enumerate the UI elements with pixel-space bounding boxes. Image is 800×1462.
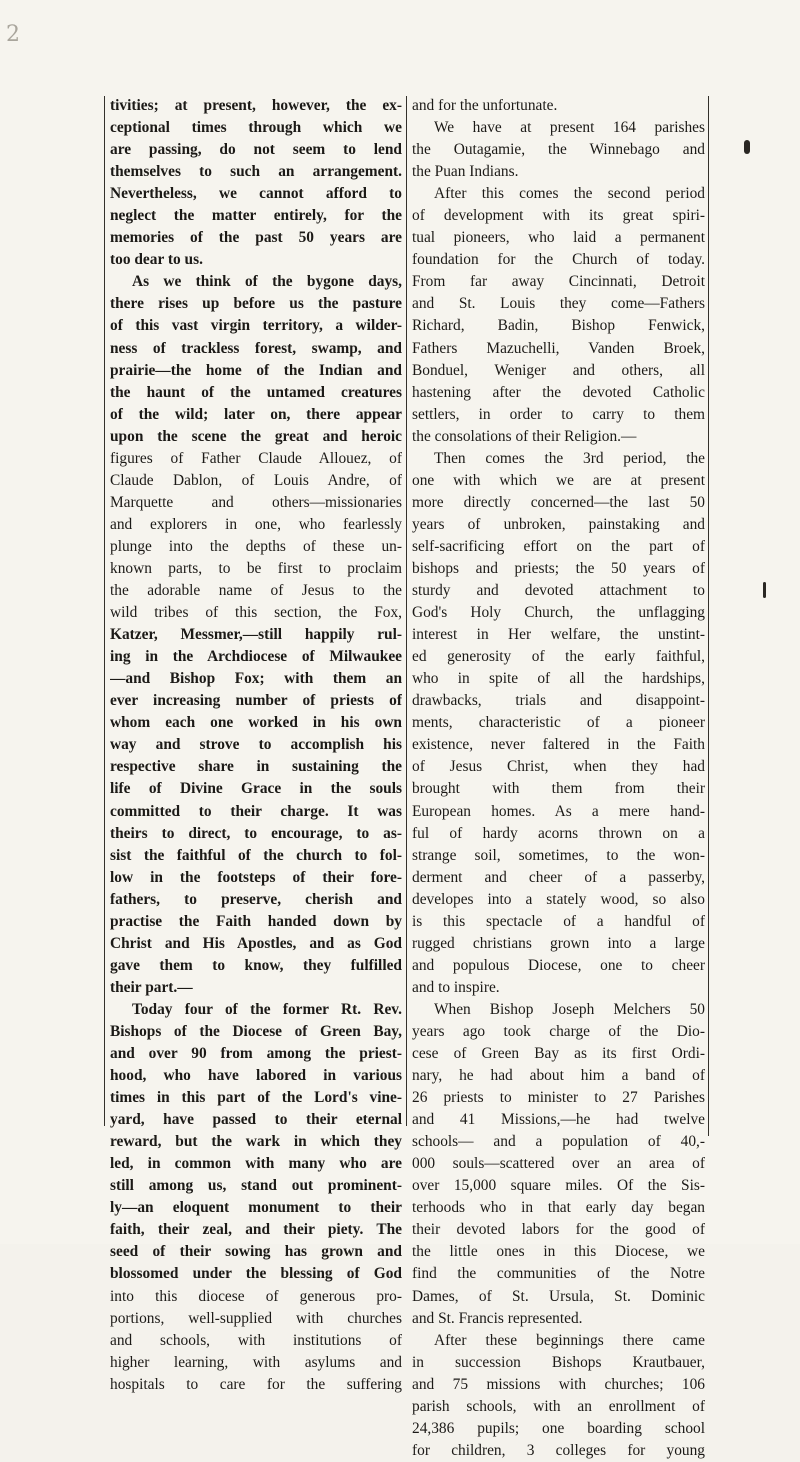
text-line: still among us, stand out prominent- bbox=[110, 1177, 402, 1195]
text-line: find the communities of the Notre bbox=[412, 1265, 705, 1283]
text-line: the little ones in this Diocese, we bbox=[412, 1243, 705, 1261]
text-line: years of unbroken, painstaking and bbox=[412, 515, 705, 533]
text-line: From far away Cincinnati, Detroit bbox=[412, 273, 705, 291]
pencil-page-mark: 2 bbox=[6, 22, 20, 47]
text-line: memories of the past 50 years are bbox=[110, 229, 402, 247]
text-line: drawbacks, trials and disappoint- bbox=[412, 692, 705, 710]
text-line: Claude Dablon, of Louis Andre, of bbox=[110, 471, 402, 489]
text-line: committed to their charge. It was bbox=[110, 802, 402, 820]
text-line: themselves to such an arrangement. bbox=[110, 163, 402, 181]
text-line: and to inspire. bbox=[412, 978, 500, 996]
column-divider bbox=[406, 96, 407, 1126]
text-line: hastening after the devoted Catholic bbox=[412, 383, 705, 401]
text-line: After these beginnings there came bbox=[434, 1331, 705, 1349]
text-line: too dear to us. bbox=[110, 251, 203, 269]
text-line: faith, their zeal, and their piety. The bbox=[110, 1221, 402, 1239]
text-line: one with which we are at present bbox=[412, 471, 705, 489]
text-line: blossomed under the blessing of God bbox=[110, 1265, 402, 1283]
text-line: We have at present 164 parishes bbox=[434, 119, 705, 137]
text-line: the haunt of the untamed creatures bbox=[110, 383, 402, 401]
text-line: ful of hardy acorns thrown on a bbox=[412, 824, 705, 842]
text-line: prairie—the home of the Indian and bbox=[110, 361, 402, 379]
left-column-rule bbox=[104, 96, 105, 1126]
text-line: over 15,000 square miles. Of the Sis- bbox=[412, 1177, 705, 1195]
text-line: bishops and priests; the 50 years of bbox=[412, 559, 705, 577]
text-line: is this spectacle of a handful of bbox=[412, 912, 705, 930]
text-line: are passing, do not seem to lend bbox=[110, 141, 402, 159]
text-line: Marquette and others—missionaries bbox=[110, 493, 402, 511]
text-line: and over 90 from among the priest- bbox=[110, 1045, 402, 1063]
text-line: hood, who have labored in various bbox=[110, 1067, 402, 1085]
text-line: nary, he had about him a band of bbox=[412, 1067, 705, 1085]
text-line: known parts, to be first to proclaim bbox=[110, 559, 402, 577]
text-line: ever increasing number of priests of bbox=[110, 692, 402, 710]
text-line: ments, characteristic of a pioneer bbox=[412, 714, 705, 732]
text-line: and for the unfortunate. bbox=[412, 97, 558, 114]
text-line: neglect the matter entirely, for the bbox=[110, 207, 402, 225]
text-line: the adorable name of Jesus to the bbox=[110, 582, 402, 600]
text-line: of this vast virgin territory, a wilder- bbox=[110, 317, 402, 335]
text-line: and populous Diocese, one to cheer bbox=[412, 956, 705, 974]
text-line: Fathers Mazuchelli, Vanden Broek, bbox=[412, 339, 705, 357]
text-line: there rises up before us the pasture bbox=[110, 295, 402, 313]
text-line: brought with them from their bbox=[412, 780, 705, 798]
text-line: the Puan Indians. bbox=[412, 163, 519, 181]
text-line: Katzer, Messmer,—still happily rul- bbox=[110, 626, 402, 644]
text-line: their part.— bbox=[110, 978, 193, 996]
text-line: of Jesus Christ, when they had bbox=[412, 758, 705, 776]
text-line: of the wild; later on, there appear bbox=[110, 405, 402, 423]
text-line: Dames, of St. Ursula, St. Dominic bbox=[412, 1287, 705, 1305]
text-line: more directly concerned—the last 50 bbox=[412, 493, 705, 511]
text-line: and 41 Missions,—he had twelve bbox=[412, 1111, 705, 1129]
text-line: Then comes the 3rd period, the bbox=[434, 449, 705, 467]
text-line: their devoted labors for the good of bbox=[412, 1221, 705, 1239]
text-line: life of Divine Grace in the souls bbox=[110, 780, 402, 798]
text-line: the Outagamie, the Winnebago and bbox=[412, 141, 705, 159]
text-line: Bishops of the Diocese of Green Bay, bbox=[110, 1022, 402, 1040]
text-line: years ago took charge of the Dio- bbox=[412, 1022, 705, 1040]
text-line: practise the Faith handed down by bbox=[110, 912, 402, 930]
text-line: self-sacrificing effort on the part of bbox=[412, 537, 705, 555]
text-line: fathers, to preserve, cherish and bbox=[110, 890, 402, 908]
text-line: settlers, in order to carry to them bbox=[412, 405, 705, 423]
text-line: whom each one worked in his own bbox=[110, 714, 402, 732]
text-line: higher learning, with asylums and bbox=[110, 1353, 402, 1371]
text-line: for children, 3 colleges for young bbox=[412, 1441, 705, 1459]
text-line: reward, but the wark in which they bbox=[110, 1133, 402, 1151]
right-column-rule bbox=[708, 96, 709, 1136]
text-line: and St. Louis they come—Fathers bbox=[412, 295, 705, 313]
text-line: 24,386 pupils; one boarding school bbox=[412, 1419, 705, 1437]
text-line: upon the scene the great and heroic bbox=[110, 427, 402, 445]
text-line: interest in Her welfare, the unstint- bbox=[412, 626, 705, 644]
text-line: derment and cheer of a passerby, bbox=[412, 868, 705, 886]
text-line: parish schools, with an enrollment of bbox=[412, 1397, 705, 1415]
text-line: cese of Green Bay as its first Ordi- bbox=[412, 1045, 705, 1063]
text-line: ness of trackless forest, swamp, and bbox=[110, 339, 402, 357]
text-line: terhoods who in that early day began bbox=[412, 1199, 705, 1217]
text-line: figures of Father Claude Allouez, of bbox=[110, 449, 402, 467]
text-line: When Bishop Joseph Melchers 50 bbox=[434, 1000, 705, 1018]
right-edge-mark-lower bbox=[763, 582, 766, 598]
text-line: As we think of the bygone days, bbox=[132, 273, 402, 291]
text-line: 26 priests to minister to 27 Parishes bbox=[412, 1089, 705, 1107]
text-line: European homes. As a mere hand- bbox=[412, 802, 705, 820]
text-line: Today four of the former Rt. Rev. bbox=[132, 1000, 402, 1018]
text-line: yard, have passed to their eternal bbox=[110, 1111, 402, 1129]
left-text-column bbox=[110, 95, 402, 1396]
text-line: tual pioneers, who laid a permanent bbox=[412, 229, 705, 247]
text-line: times in this part of the Lord's vine- bbox=[110, 1089, 402, 1107]
text-line: and 75 missions with churches; 106 bbox=[412, 1375, 705, 1393]
text-line: Nevertheless, we cannot afford to bbox=[110, 185, 402, 203]
text-line: sist the faithful of the church to fol- bbox=[110, 846, 402, 864]
text-line: ed generosity of the early faithful, bbox=[412, 648, 705, 666]
text-line: and schools, with institutions of bbox=[110, 1331, 402, 1349]
right-edge-mark bbox=[744, 140, 750, 154]
text-line: foundation for the Church of today. bbox=[412, 251, 705, 269]
text-line: ly—an eloquent monument to their bbox=[110, 1199, 402, 1217]
text-line: ceptional times through which we bbox=[110, 119, 402, 137]
text-line: God's Holy Church, the unflagging bbox=[412, 604, 705, 622]
right-text-column bbox=[412, 95, 705, 1462]
text-line: low in the footsteps of their fore- bbox=[110, 868, 402, 886]
text-line: into this diocese of generous pro- bbox=[110, 1287, 402, 1305]
text-line: wild tribes of this section, the Fox, bbox=[110, 604, 402, 622]
text-line: Christ and His Apostles, and as God bbox=[110, 934, 402, 952]
text-line: in succession Bishops Krautbauer, bbox=[412, 1353, 705, 1371]
text-line: tivities; at present, however, the ex- bbox=[110, 97, 402, 114]
text-line: led, in common with many who are bbox=[110, 1155, 402, 1173]
text-line: Richard, Badin, Bishop Fenwick, bbox=[412, 317, 705, 335]
text-line: —and Bishop Fox; with them an bbox=[110, 670, 402, 688]
text-line: the consolations of their Religion.— bbox=[412, 427, 637, 445]
text-line: sturdy and devoted attachment to bbox=[412, 582, 705, 600]
text-line: existence, never faltered in the Faith bbox=[412, 736, 705, 754]
text-line: plunge into the depths of these un- bbox=[110, 537, 402, 555]
text-line: hospitals to care for the suffering bbox=[110, 1375, 402, 1393]
text-line: respective share in sustaining the bbox=[110, 758, 402, 776]
text-line: Bonduel, Weniger and others, all bbox=[412, 361, 705, 379]
text-line: ing in the Archdiocese of Milwaukee bbox=[110, 648, 402, 666]
text-line: who in spite of all the hardships, bbox=[412, 670, 705, 688]
text-line: and explorers in one, who fearlessly bbox=[110, 515, 402, 533]
text-line: and St. Francis represented. bbox=[412, 1309, 583, 1327]
text-line: schools— and a population of 40,- bbox=[412, 1133, 705, 1151]
text-line: After this comes the second period bbox=[434, 185, 705, 203]
text-line: gave them to know, they fulfilled bbox=[110, 956, 402, 974]
text-line: theirs to direct, to encourage, to as- bbox=[110, 824, 402, 842]
text-line: 000 souls—scattered over an area of bbox=[412, 1155, 705, 1173]
text-line: of development with its great spiri- bbox=[412, 207, 705, 225]
text-line: rugged christians grown into a large bbox=[412, 934, 705, 952]
text-line: seed of their sowing has grown and bbox=[110, 1243, 402, 1261]
text-line: way and strove to accomplish his bbox=[110, 736, 402, 754]
text-line: developes into a stately wood, so also bbox=[412, 890, 705, 908]
text-line: strange soil, sometimes, to the won- bbox=[412, 846, 705, 864]
text-line: portions, well-supplied with churches bbox=[110, 1309, 402, 1327]
